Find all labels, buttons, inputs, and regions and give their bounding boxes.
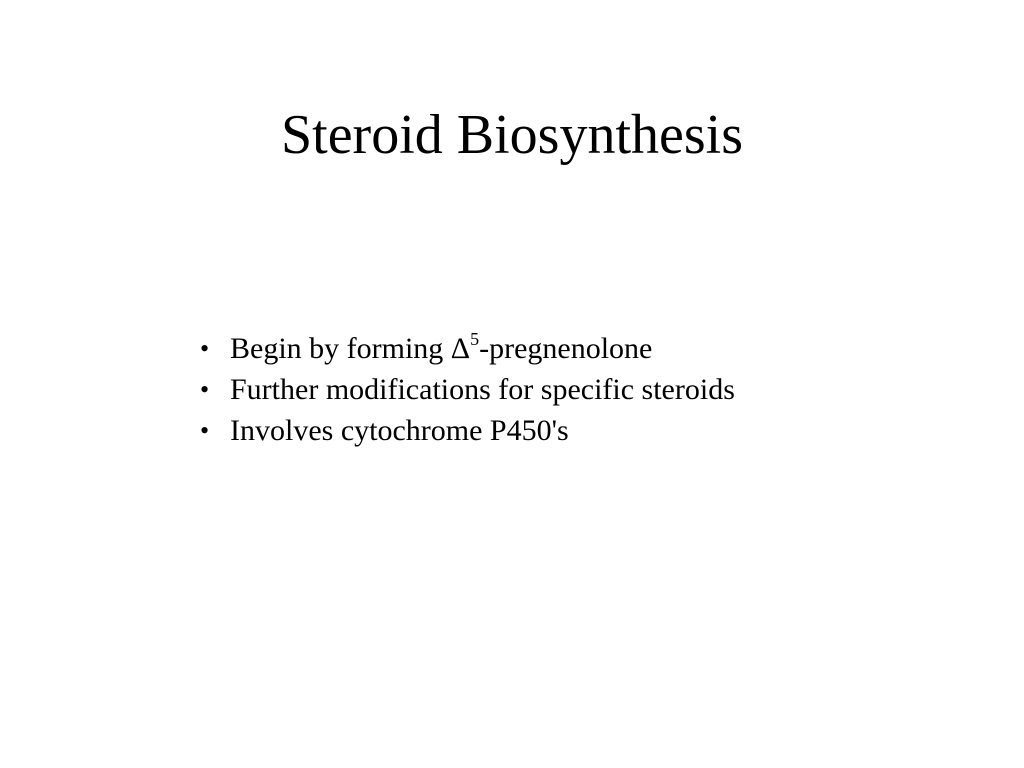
bullet-text: Involves cytochrome P450's bbox=[230, 414, 569, 447]
bullet-item-cytochrome bbox=[200, 410, 735, 451]
bullet-text-post: -pregnenolone bbox=[479, 332, 653, 365]
slide-title: Steroid Biosynthesis bbox=[280, 104, 744, 166]
bullet-list bbox=[200, 328, 735, 451]
delta-superscript: 5 bbox=[470, 329, 480, 349]
bullet-icon: • bbox=[200, 375, 210, 404]
bullet-icon: • bbox=[200, 334, 210, 363]
bullet-item-modifications bbox=[200, 369, 735, 410]
bullet-item-pregnenolone bbox=[200, 328, 735, 369]
bullet-text-pre: Begin by forming Δ bbox=[230, 332, 471, 365]
bullet-icon: • bbox=[200, 416, 210, 445]
bullet-text: Further modifications for specific steroids bbox=[230, 373, 735, 406]
